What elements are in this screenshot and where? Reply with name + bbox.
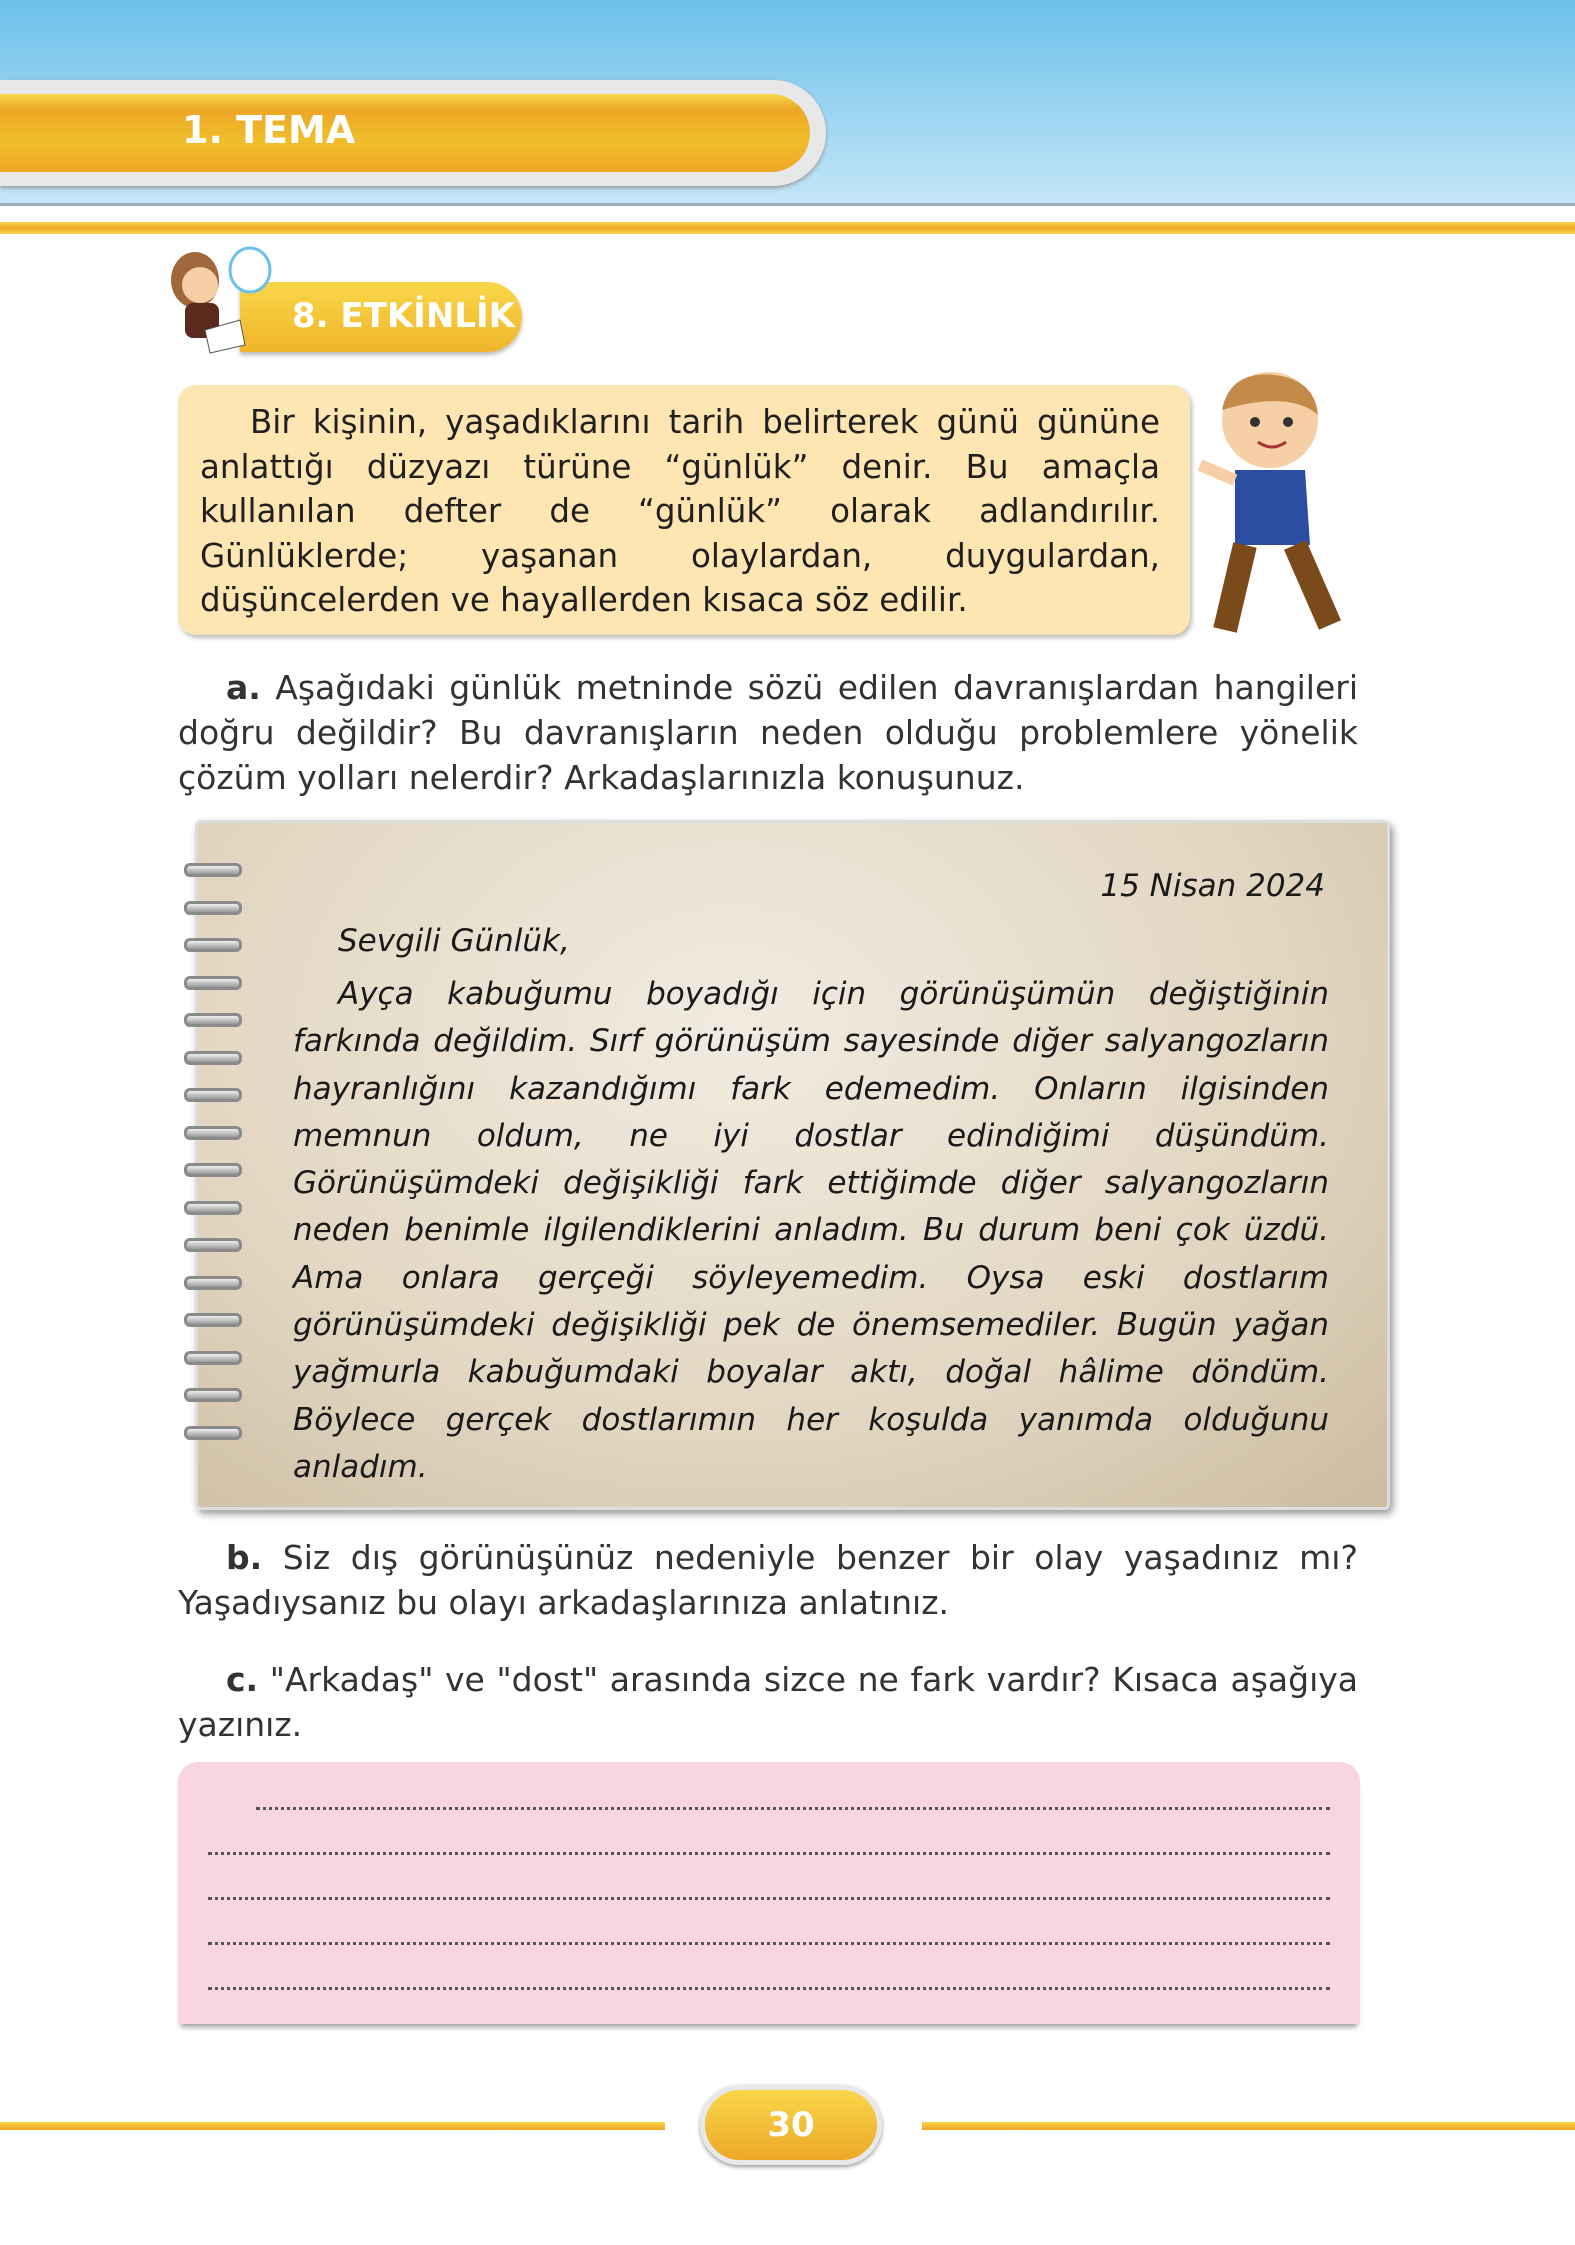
activity-label: 8. ETKİNLİK [292,296,515,336]
header-band [0,0,1575,206]
diary-date: 15 Nisan 2024 [1100,868,1325,904]
diary-greeting: Sevgili Günlük, [338,923,570,959]
spiral-ring [184,1163,242,1177]
spiral-ring [184,1351,242,1365]
info-box [178,385,1190,635]
question-b-text: Siz dış görünüşünüz nedeniyle benzer bir olay yaşadınız mı? Yaşadıysanız bu olayı arkadaşlarınıza anlatınız. [178,1538,1358,1622]
question-b-letter: b. [226,1538,263,1577]
spiral-ring [184,1426,242,1440]
answer-line[interactable] [208,1942,1330,1945]
question-a-text: Aşağıdaki günlük metninde sözü edilen davranışlardan hangileri doğru değildir? Bu davranışların neden olduğu problemlere yönelik çözüm yolları nelerdir? Arkadaşlarınızla konuşunuz. [178,668,1358,797]
spiral-ring [184,1126,242,1140]
question-a-letter: a. [226,668,261,707]
activity-badge [240,282,522,352]
header-divider [0,222,1575,234]
spiral-ring [184,976,242,990]
answer-line[interactable] [208,1987,1330,1990]
diary-notebook [195,820,1390,1510]
spiral-ring [184,1238,242,1252]
spiral-ring [184,901,242,915]
answer-line[interactable] [208,1897,1330,1900]
spiral-ring [184,863,242,877]
question-c-letter: c. [226,1660,259,1699]
spiral-ring [184,1388,242,1402]
spiral-ring [184,1313,242,1327]
question-c [178,1657,1358,1747]
spiral-ring [184,1088,242,1102]
theme-banner [0,80,826,186]
boy-character-icon [1190,370,1365,645]
footer-line-left [0,2122,665,2130]
answer-area[interactable] [178,1762,1360,2024]
spiral-ring [184,1051,242,1065]
page-number: 30 [700,2085,882,2165]
theme-label: 1. TEMA [182,108,356,152]
diary-body: Ayça kabuğumu boyadığı için görünüşümün değiştiğinin farkında değildim. Sırf görünüşüm sayesinde diğer salyangozların hayranlığını kazandığımı fark edemedim. Onların ilgisinden memnun oldum, ne iyi dostlar edindiğimi düşündüm. Görünüşümdeki değişikliği fark ettiğimde diğer salyangozların neden benimle ilgilendiklerini anladım. Bu durum beni çok üzdü. Ama onlara gerçeği söyleyemedim. Oysa eski dostlarım görünüşümdeki değişikliği pek de önemsemediler. Bugün yağan yağmurla kabuğumdaki boyalar aktı, doğal hâlime döndüm. Böylece gerçek dostlarımın her koşulda yanımda olduğunu anladım. [293,976,1329,1485]
question-a [178,665,1358,800]
answer-line[interactable] [208,1852,1330,1855]
spiral-ring [184,938,242,952]
spiral-ring [184,1013,242,1027]
question-c-text: "Arkadaş" ve "dost" arasında sizce ne fark vardır? Kısaca aşağıya yazınız. [178,1660,1358,1744]
footer-line-right [922,2122,1575,2130]
question-b [178,1535,1358,1625]
spiral-ring [184,1276,242,1290]
girl-character-icon [155,245,275,355]
spiral-ring [184,1201,242,1215]
answer-line[interactable] [256,1807,1330,1810]
info-text: Bir kişinin, yaşadıklarını tarih belirterek günü gününe anlattığı düzyazı türüne “günlük” denir. Bu amaçla kullanılan defter de “günlük” olarak adlandırılır. Günlüklerde; yaşanan olaylardan, duygulardan, düşüncelerden ve hayallerden kısaca söz edilir. [200,403,1160,619]
